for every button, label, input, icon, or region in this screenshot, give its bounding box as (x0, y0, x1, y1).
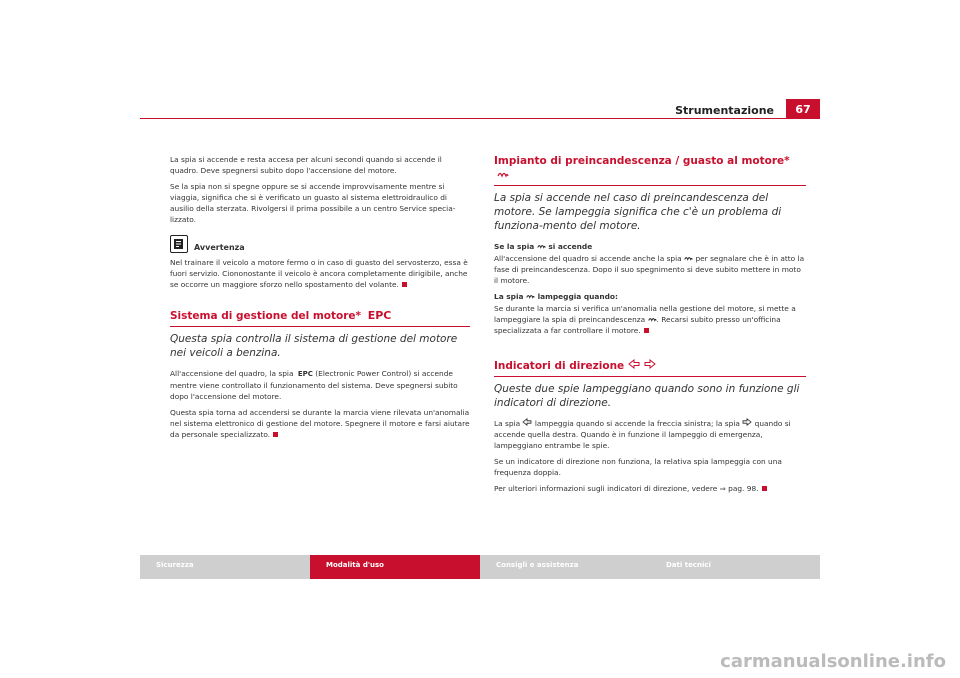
page-header-title: Strumentazione (675, 104, 774, 117)
paragraph: Se un indicatore di direzione non funziona, la relativa spia lampeggia con una frequenza doppia. (494, 457, 782, 477)
paragraph: Se durante la marcia si verifica un'anomalia nella gestione del motore, si mette a lampeggiare la spia di preincandescenza . Recarsi subito presso un'officina specializzata a far controllare il motore. (494, 304, 796, 335)
header-divider (140, 118, 820, 119)
section-subtitle: La spia si accende nel caso di preincandescenza del motore. Se lampeggia significa che c'è un problema di funziona-mento del motore. (494, 192, 782, 232)
subheading: La spia lampeggia quando: (494, 292, 618, 301)
epc-icon: EPC (297, 370, 313, 378)
paragraph: La spia lampeggia quando si accende la freccia sinistra; la spia quando si accende quella destra. Quando è in funzione il lampeggio di emergenza, lampeggiano entrambe le spie. (494, 419, 791, 450)
page-number: 67 (786, 99, 820, 119)
section-subtitle: Questa spia controlla il sistema di gestione del motore nei veicoli a benzina. (170, 333, 458, 359)
end-marker-icon (644, 328, 649, 333)
section-title-glow-plug: Impianto di preincandescenza / guasto al motore* (494, 154, 806, 186)
tab-sicurezza[interactable]: Sicurezza (140, 555, 310, 579)
end-marker-icon (273, 432, 278, 437)
paragraph: Per ulteriori informazioni sugli indicatori di direzione, vedere ⇒ pag. 98. (494, 483, 806, 494)
info-note-icon (170, 235, 188, 253)
end-marker-icon (762, 486, 767, 491)
tab-dati-tecnici[interactable]: Dati tecnici (650, 555, 820, 579)
glow-plug-icon (648, 316, 657, 322)
tab-consigli-assistenza[interactable]: Consigli e assistenza (480, 555, 650, 579)
turn-right-arrow-icon (644, 359, 656, 369)
watermark: carmanualsonline.info (720, 651, 946, 672)
tab-modalita-uso[interactable]: Modalità d'uso (310, 555, 480, 579)
turn-left-arrow-icon (522, 418, 532, 426)
epc-icon: EPC (367, 309, 392, 322)
left-column (170, 154, 470, 445)
intro-paragraph: Se la spia non si spegne oppure se si accende improvvisamente mentre si viaggia, significa che si è verificato un guasto al sistema elettroidraulico di ausilio della sterzata. Rivolgersi il prima possibile a un centro Service specia-lizzato. (170, 182, 456, 224)
turn-right-arrow-icon (742, 418, 752, 426)
right-column (494, 154, 806, 499)
warning-text: Nel trainare il veicolo a motore fermo o in caso di guasto del servosterzo, essa è fuori servizio. Ciononostante il veicolo è ancora completamente dirigibile, anche se occorre un maggiore sforzo nello spostamento del volante. (170, 258, 468, 289)
section-paragraph: Questa spia torna ad accendersi se durante la marcia viene rilevata un'anomalia nel sistema elettronico di gestione del motore. Spegnere il motore e farsi aiutare da personale specializzato. (170, 408, 470, 439)
glow-plug-icon (526, 293, 535, 299)
section-title-engine-management: Sistema di gestione del motore* EPC (170, 309, 470, 327)
glow-plug-icon (684, 255, 693, 261)
end-marker-icon (402, 282, 407, 287)
intro-paragraph: La spia si accende e resta accesa per alcuni secondi quando si accende il quadro. Deve spegnersi subito dopo l'accensione del motore. (170, 155, 442, 175)
warning-title: Avvertenza (194, 243, 245, 252)
subheading: Se la spia si accende (494, 242, 593, 251)
section-paragraph: All'accensione del quadro, la spia EPC (Electronic Power Control) si accende mentre viene controllato il funzionamento del sistema. Deve spegnersi subito dopo l'accensione del motore. (170, 369, 458, 401)
glow-plug-icon (537, 243, 546, 249)
paragraph: All'accensione del quadro si accende anche la spia per segnalare che è in atto la fase di preincandescenza. Dopo il suo spegnimento si deve subito mettere in moto il motore. (494, 254, 805, 285)
warning-heading (170, 235, 470, 253)
glow-plug-icon (497, 170, 509, 178)
turn-left-arrow-icon (628, 359, 640, 369)
section-title-turn-signals: Indicatori di direzione (494, 359, 806, 377)
footer-tabs (140, 555, 820, 579)
section-subtitle: Queste due spie lampeggiano quando sono in funzione gli indicatori di direzione. (494, 383, 800, 409)
